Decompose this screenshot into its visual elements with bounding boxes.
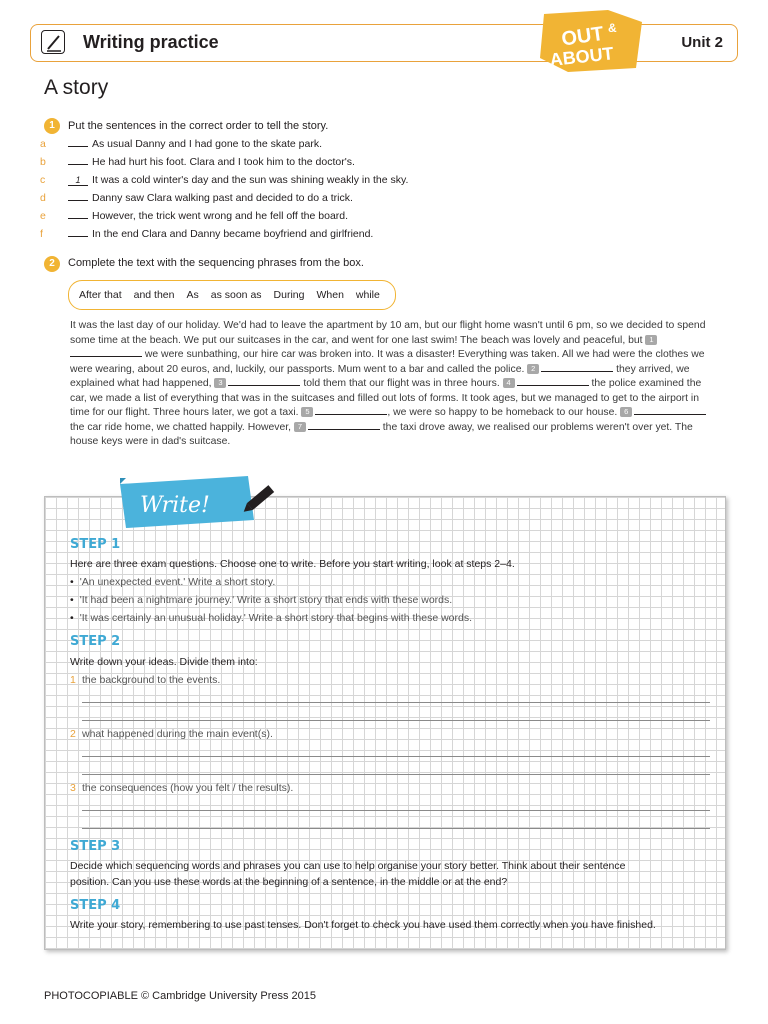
page-header-title: Writing practice [83,32,219,52]
pencil-icon [41,30,65,54]
word-box-item: After that [79,289,122,301]
writing-line[interactable] [82,828,710,829]
step-2-text: Write down your ideas. Divide them into: [70,656,258,668]
svg-text:ABOUT: ABOUT [548,43,615,70]
gap-number: 6 [620,407,632,417]
word-box-item: During [273,289,305,301]
step-4-label: STEP 4 [70,898,121,913]
bullet-item: • 'An unexpected event.' Write a short story. [70,576,275,588]
list-item: 2 what happened during the main event(s). [70,728,273,740]
list-item: b He had hurt his foot. Clara and I took him to the doctor's. [40,156,355,168]
step-3-text: Decide which sequencing words and phrases you can use to help organise your story better. Think about their sentence [70,860,626,872]
svg-text:&: & [608,21,617,35]
write-tab-label: Write! [140,493,210,518]
exercise-2-instruction: Complete the text with the sequencing phrases from the box. [68,257,364,269]
list-item: c 1 It was a cold winter's day and the sun was shining weakly in the sky. [40,174,409,186]
exercise-2-number: 2 [44,256,60,272]
gap-blank[interactable] [70,348,142,357]
answer-blank[interactable] [68,200,88,201]
bullet-item: • 'It was certainly an unusual holiday.' Write a short story that begins with these words. [70,612,472,624]
footer: PHOTOCOPIABLE © Cambridge University Press 2015 [44,990,316,1002]
list-item: a As usual Danny and I had gone to the skate park. [40,138,322,150]
exercise-1-number: 1 [44,118,60,134]
word-box-item: and then [133,289,175,301]
gap-blank[interactable] [308,421,380,430]
word-box-item: while [355,289,380,301]
gap-blank[interactable] [315,406,387,415]
step-4-text: Write your story, remembering to use past tenses. Don't forget to check you have used them correctly when you have finished. [70,919,656,931]
writing-line[interactable] [82,810,710,811]
step-1-text: Here are three exam questions. Choose one to write. Before you start writing, look at steps 2–4. [70,558,515,570]
gap-number: 3 [214,378,226,388]
list-item: e However, the trick went wrong and he fell off the board. [40,210,349,222]
gap-number: 7 [294,422,306,432]
writing-line[interactable] [82,720,710,721]
bullet-item: • 'It had been a nightmare journey.' Write a short story that ends with these words. [70,594,452,606]
answer-blank[interactable] [68,218,88,219]
step-2-label: STEP 2 [70,634,121,649]
page-title: A story [44,76,109,99]
gap-blank[interactable] [228,377,300,386]
word-box-item: As [186,289,199,301]
list-item: 1 the background to the events. [70,674,221,686]
word-box-item: as soon as [210,289,262,301]
step-3-label: STEP 3 [70,839,121,854]
out-and-about-logo [538,10,648,74]
step-3-text: position. Can you use these words at the beginning of a sentence, in the middle or at the end? [70,876,508,888]
answer-blank[interactable] [68,164,88,165]
story-text: It was the last day of our holiday. We'd had to leave the apartment by 10 am, but our flight home wasn't until 6 pm, so we decided to spend some time at the beach. We put our suitcases in the car, and went for one last swim! The beach was lovely and peaceful, but 1 we were sunbathing, our hire car was broken into. It was a disaster! Everything was taken. All we had were the clothes we were wearing, about 20 euros, and, luckily, our passports. Mum went to a bar and called the police. 2 they arrived, we explained what had happened, 3 told them that our flight was in three hours. 4 the police examined the car, we made a list of everything that was in the suitcases and filled out lots of forms. It took ages, but we managed to get to the airport in time for our flight. Three hours later, we got a taxi. 5 , we were so happy to be homeback to our house. 6 the car ride home, we chatted happily. However, 7 the taxi drove away, we realised our problems weren't over yet. The house keys were in dad's suitcase. [70,320,706,447]
writing-line[interactable] [82,774,710,775]
list-item: f In the end Clara and Danny became boyfriend and girlfriend. [40,228,374,240]
writing-line[interactable] [82,702,710,703]
gap-number: 4 [503,378,515,388]
word-box [68,280,396,310]
gap-number: 1 [645,335,657,345]
svg-text:OUT: OUT [560,22,606,51]
answer-blank[interactable] [68,236,88,237]
gap-number: 5 [301,407,313,417]
list-item: d Danny saw Clara walking past and decided to do a trick. [40,192,353,204]
gap-number: 2 [527,364,539,374]
unit-label: Unit 2 [681,34,723,51]
gap-blank[interactable] [634,406,706,415]
word-box-item: When [316,289,344,301]
list-item: 3 the consequences (how you felt / the results). [70,782,294,794]
answer-blank[interactable] [68,146,88,147]
answer-blank[interactable]: 1 [68,175,88,186]
writing-line[interactable] [82,756,710,757]
gap-blank[interactable] [541,363,613,372]
exercise-1-instruction: Put the sentences in the correct order to tell the story. [68,120,329,132]
gap-blank[interactable] [517,377,589,386]
step-1-label: STEP 1 [70,537,121,552]
write-tab [120,476,280,528]
